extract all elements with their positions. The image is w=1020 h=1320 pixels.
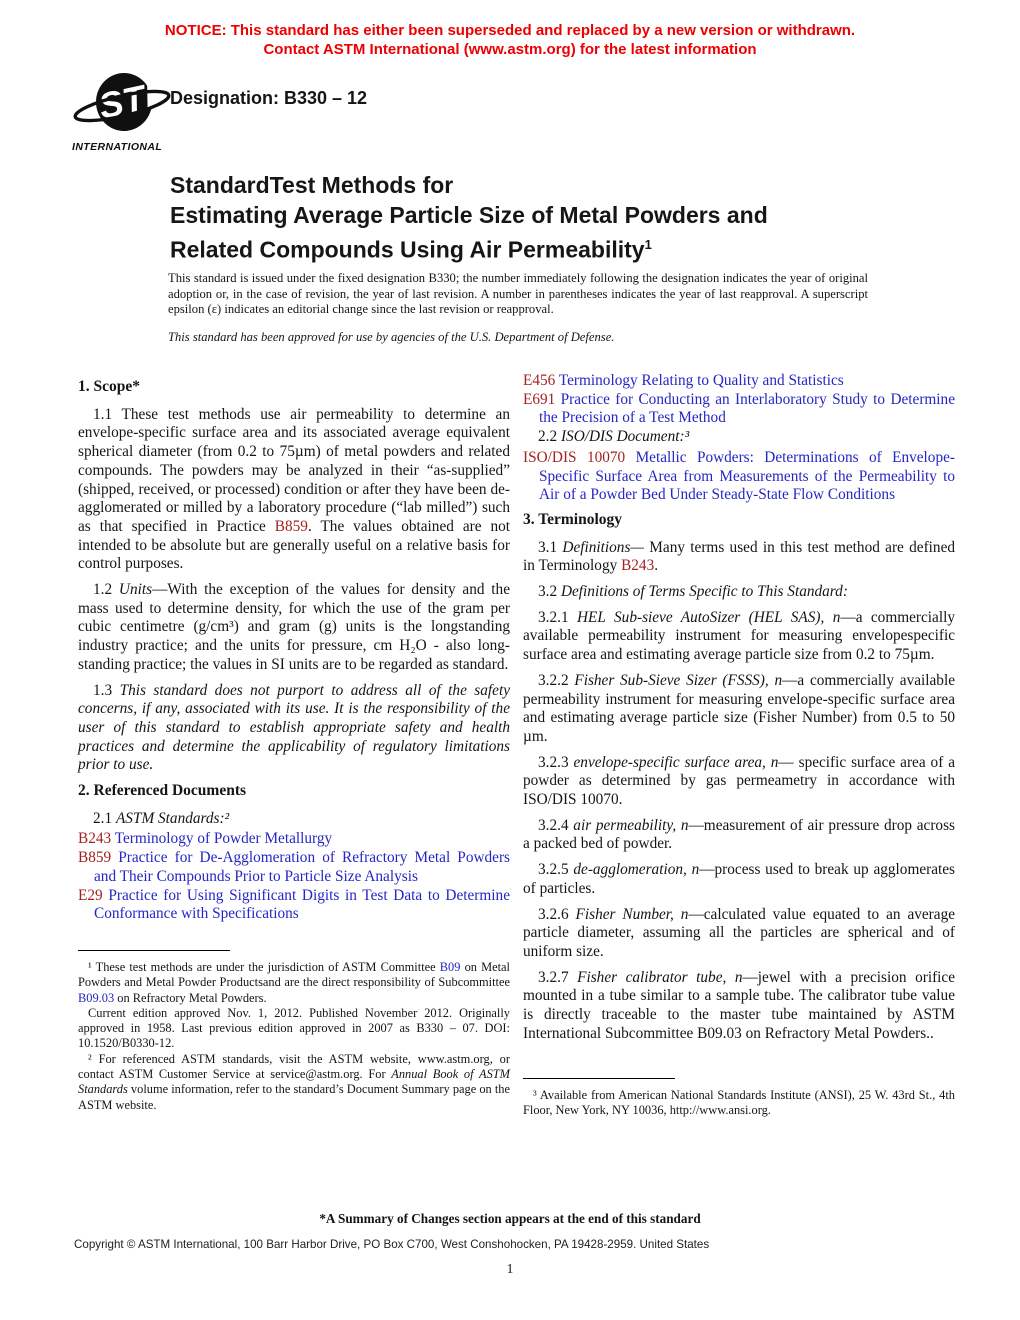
superseded-notice <box>0 21 1020 59</box>
ref-item-isodis-10070 <box>523 449 955 505</box>
terminology-paragraph-3-1: 3.1 Definitions— Many terms used in this test method are defined in Terminology B243. <box>523 538 956 575</box>
astm-logo-subtitle: INTERNATIONAL <box>72 141 163 153</box>
terminology-heading: 3. Terminology <box>523 510 623 528</box>
referenced-documents-heading: 2. Referenced Documents <box>78 782 247 800</box>
footnote-2: ² For referenced ASTM standards, visit the ASTM website, www.astm.org, or contact ASTM Customer Service at service@astm.org. For Annual Book of ASTM Standards volume information, refer to the standard’s Document Summary page on the ASTM website. <box>78 1051 510 1112</box>
superseded-notice-line1: NOTICE: This standard has either been superseded and replaced by a new version or withdrawn. <box>164 22 856 39</box>
footnote-separator-right <box>523 1078 675 1079</box>
astm-logo <box>72 72 178 153</box>
svg-text:ASTM: ASTM <box>72 72 176 133</box>
copyright-line: Copyright © ASTM International, 100 Barr Harbor Drive, PO Box C700, West Conshohocken, PA 19428-2959. United States <box>74 1238 710 1251</box>
title-footnote-mark: 1 <box>644 237 652 252</box>
ref-title-e456[interactable]: Terminology Relating to Quality and Statistics <box>555 372 844 389</box>
left-column <box>78 372 510 1118</box>
title-line-1: StandardTest Methods for <box>170 172 454 198</box>
definition-3-2-2: 3.2.2 Fisher Sub-Sieve Sizer (FSSS), n—a commercially available permeability instrument for measuring envelope-specific surface area and estimating average particle size (Fisher Number) from 0.5 to 50 µm. <box>523 671 955 745</box>
ref-link-b243-inline[interactable]: B243 <box>621 557 655 575</box>
superseded-notice-line2: Contact ASTM International (www.astm.org) for the latest information <box>263 41 757 58</box>
ref-item-b243 <box>78 830 510 849</box>
footnote-1: ¹ These test methods are under the jurisdiction of ASTM Committee B09 on Metal Powders and Metal Powder Productsand are the direct responsibility of Subcommittee B09.03 on Refractory Metal Powders. <box>78 959 510 1005</box>
ref-item-e29 <box>78 887 510 924</box>
ref-item-e456 <box>523 372 955 391</box>
title-line-3: Related Compounds Using Air Permeability$^1$ <box>170 236 652 263</box>
committee-b09-link[interactable]: B09 <box>439 959 461 974</box>
footnote-3: ³ Available from American National Standards Institute (ANSI), 25 W. 43rd St., 4th Floor, New York, NY 10036, http://www.ansi.org. <box>523 1087 955 1117</box>
subcommittee-b0903-link[interactable]: B09.03 <box>78 990 115 1005</box>
edition-note: Current edition approved Nov. 1, 2012. Published November 2012. Originally approved in 1958. Last previous edition approved in 2007 as B330 – 07. DOI: 10.1520/B0330-12. <box>78 1005 510 1051</box>
astm-standards-label: 2.1 ASTM Standards:² <box>93 809 230 827</box>
definition-3-2-4: 3.2.4 air permeability, n—measurement of air pressure drop across a packed bed of powder. <box>523 816 955 853</box>
ref-link-b859-inline[interactable]: B859 <box>274 517 308 535</box>
scope-paragraph-1-1: 1.1 These test methods use air permeability to determine an envelope-specific surface area and its associated average equivalent spherical diameter (from 0.2 to 75µm) of metal powders and related compounds. The powders may be analyzed in their “as-supplied” (shipped, received, or processed) condition or after they have been de-agglomerated or milled by a laboratory procedure (“lab milled”) such as that specified in Practice B859. The values obtained are not intended to be absolute but are generally useful on a relative basis for control purposes. <box>78 405 510 573</box>
ref-item-b859 <box>78 849 510 886</box>
ref-title-e691[interactable]: Practice for Conducting an Interlaboratory Study to Determine the Precision of a Test Method <box>539 390 955 427</box>
ref-item-e691 <box>523 391 955 428</box>
designation-text: Designation: B330 – 12 <box>170 88 368 108</box>
ref-link-e691[interactable]: E691 <box>523 390 556 408</box>
definition-3-2-5: 3.2.5 de-agglomeration, n—process used to break up agglomerates of particles. <box>523 861 956 897</box>
ref-title-e29[interactable]: Practice for Using Significant Digits in Test Data to Determine Conformance with Specifications <box>94 886 510 923</box>
definition-3-2-3: 3.2.3 envelope-specific surface area, n— specific surface area of a powder as determined by gas permeametry in accordance with ISO/DIS 10070. <box>523 753 955 809</box>
ref-link-e29[interactable]: E29 <box>78 886 103 904</box>
ref-title-b859[interactable]: Practice for De-Agglomeration of Refractory Metal Powders and Their Compounds Prior to Particle Size Analysis <box>94 849 510 885</box>
footnote-separator-left <box>78 950 230 951</box>
scope-paragraph-1-2: 1.2 Units—With the exception of the values for density and the mass used to determine density, for which the use of the gram per cubic centimetre (g/cm³) and gram (g) units is the longstanding industry practice; and the units for pressure, cm H₂O - also long-standing practice; the values in SI units are to be regarded as standard. <box>78 581 510 673</box>
right-column <box>523 372 955 1118</box>
ref-link-b859[interactable]: B859 <box>78 849 112 867</box>
page-number: 1 <box>506 1261 514 1276</box>
title-line-2: Estimating Average Particle Size of Metal Powders and <box>170 202 768 228</box>
definition-3-2-6: 3.2.6 Fisher Number, n—calculated value equated to an average particle diameter, assuming all the particles are spherical and of uniform size. <box>523 905 956 960</box>
summary-of-changes-note: *A Summary of Changes section appears at the end of this standard <box>319 1211 701 1226</box>
scope-heading: 1. Scope* <box>78 378 140 395</box>
scope-paragraph-1-3: 1.3 This standard does not purport to address all of the safety concerns, if any, associated with its use. It is the responsibility of the user of this standard to establish appropriate safety and health practices and determine the applicability of regulatory limitations prior to use. <box>78 681 510 774</box>
astm-globe-icon <box>72 72 176 138</box>
two-column-body <box>78 372 956 1118</box>
ref-link-isodis-10070[interactable]: ISO/DIS 10070 <box>523 448 626 466</box>
ref-title-b243[interactable]: Terminology of Powder Metallurgy <box>111 830 333 848</box>
terminology-paragraph-3-2: 3.2 Definitions of Terms Specific to This Standard: <box>538 583 848 601</box>
left-footnotes <box>78 950 510 1113</box>
preamble <box>168 271 868 345</box>
ref-title-isodis-10070[interactable]: Metallic Powders: Determinations of Envelope-Specific Surface Area from Measurements of the Permeability to Air of a Powder Bed Under Steady-State Flow Conditions <box>539 448 955 504</box>
iso-document-label: 2.2 ISO/DIS Document:³ <box>538 428 690 446</box>
definition-3-2-1: 3.2.1 HEL Sub-sieve AutoSizer (HEL SAS), n—a commercially available permeability instrument for measuring envelopespecific surface area and estimating average particle size from 0.2 to 75µm. <box>523 608 955 664</box>
page-title <box>170 170 890 265</box>
right-footnotes <box>523 1078 955 1119</box>
definition-3-2-7: 3.2.7 Fisher calibrator tube, n—jewel with a precision orifice mounted in a tube similar to a sample tube. The calibrator tube value is directly traceable to the master tube maintained by ASTM International Subcommittee B09.03 on Refractory Metal Powders.. <box>523 968 955 1042</box>
ref-link-e456[interactable]: E456 <box>523 372 556 389</box>
ref-link-b243[interactable]: B243 <box>78 830 112 848</box>
dod-approval-note: This standard has been approved for use by agencies of the U.S. Department of Defense. <box>168 329 615 344</box>
issued-statement: This standard is issued under the fixed designation B330; the number immediately following the designation indicates the year of original adoption or, in the case of revision, the year of last revision. A number in parentheses indicates the year of last reapproval. A superscript epsilon (ε) indicates an editorial change since the last revision or reapproval. <box>168 271 868 317</box>
